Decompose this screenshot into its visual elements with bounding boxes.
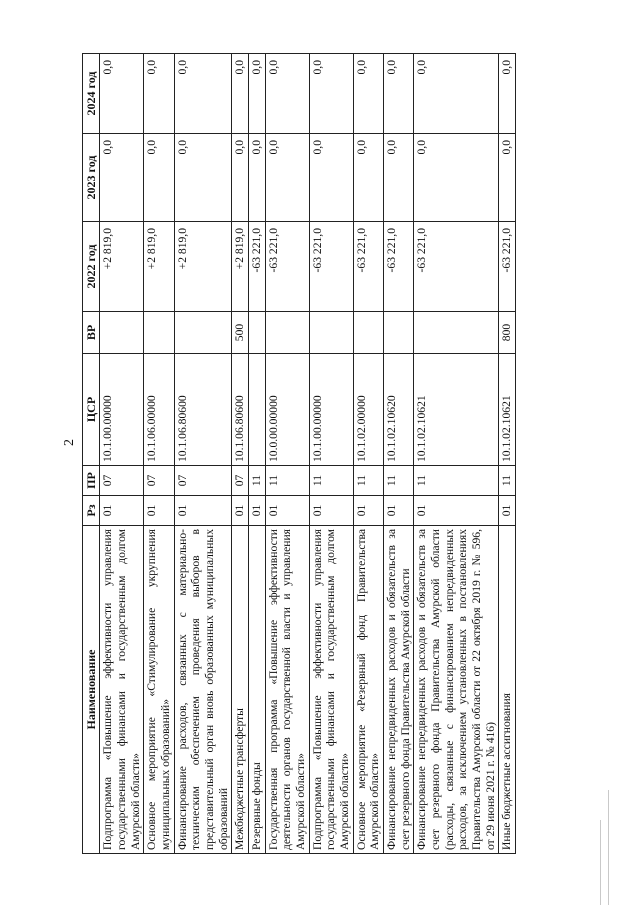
cell-csr xyxy=(248,354,265,466)
table-row xyxy=(499,54,516,854)
cell-rz: 01 xyxy=(383,496,413,526)
cell-rz: 01 xyxy=(144,496,174,526)
header-2022: 2022 год xyxy=(83,222,100,312)
cell-name: Резервные фонды xyxy=(248,526,265,854)
header-pr: ПР xyxy=(83,466,100,496)
cell-name: Основное мероприятие «Резервный фонд Правительства Амурской области» xyxy=(353,526,383,854)
cell-pr: 07 xyxy=(144,466,174,496)
cell-vr: 500 xyxy=(232,312,249,354)
header-vr: ВР xyxy=(83,312,100,354)
table-body xyxy=(100,54,516,854)
cell-y2024: 0,0 xyxy=(499,54,516,134)
cell-y2022: -63 221,0 xyxy=(248,222,265,312)
cell-y2022: -63 221,0 xyxy=(414,222,499,312)
cell-vr xyxy=(174,312,232,354)
cell-vr xyxy=(309,312,353,354)
cell-name: Подпрограмма «Повышение эффективности управления государственными финансами и государственным долгом Амурской области» xyxy=(100,526,144,854)
cell-y2022: +2 819,0 xyxy=(232,222,249,312)
cell-y2022: -63 221,0 xyxy=(309,222,353,312)
cell-y2024: 0,0 xyxy=(232,54,249,134)
cell-name: Основное мероприятие «Стимулирование укрупнения муниципальных образований» xyxy=(144,526,174,854)
cell-y2024: 0,0 xyxy=(248,54,265,134)
cell-csr: 10.1.02.10621 xyxy=(499,354,516,466)
cell-vr xyxy=(414,312,499,354)
table-row xyxy=(100,54,144,854)
cell-y2023: 0,0 xyxy=(383,134,413,222)
cell-name: Иные бюджетные ассигнования xyxy=(499,526,516,854)
cell-y2022: +2 819,0 xyxy=(174,222,232,312)
cell-name: Государственная программа «Повышение эффективности деятельности органов государственной власти и управления Амурской области» xyxy=(265,526,309,854)
cell-rz: 01 xyxy=(100,496,144,526)
cell-rz: 01 xyxy=(499,496,516,526)
cell-y2023: 0,0 xyxy=(174,134,232,222)
cell-y2023: 0,0 xyxy=(499,134,516,222)
cell-y2023: 0,0 xyxy=(265,134,309,222)
cell-y2024: 0,0 xyxy=(144,54,174,134)
cell-y2023: 0,0 xyxy=(232,134,249,222)
cell-rz: 01 xyxy=(414,496,499,526)
table-header-row xyxy=(83,54,100,854)
cell-vr xyxy=(100,312,144,354)
cell-pr: 07 xyxy=(232,466,249,496)
cell-y2023: 0,0 xyxy=(100,134,144,222)
cell-y2024: 0,0 xyxy=(174,54,232,134)
cell-y2022: +2 819,0 xyxy=(100,222,144,312)
header-rz: Рз xyxy=(83,496,100,526)
cell-csr: 10.1.06.80600 xyxy=(232,354,249,466)
table-row xyxy=(353,54,383,854)
cell-y2022: -63 221,0 xyxy=(353,222,383,312)
cell-rz: 01 xyxy=(232,496,249,526)
cell-y2023: 0,0 xyxy=(353,134,383,222)
cell-rz: 01 xyxy=(265,496,309,526)
cell-pr: 11 xyxy=(309,466,353,496)
cell-vr xyxy=(265,312,309,354)
rotated-table-container xyxy=(82,54,597,854)
cell-name: Финансирование непредвиденных расходов и обязательств за счет резервного фонда Правительства Амурской области xyxy=(383,526,413,854)
cell-csr: 10.1.02.10621 xyxy=(414,354,499,466)
table-row xyxy=(174,54,232,854)
cell-y2023: 0,0 xyxy=(248,134,265,222)
cell-csr: 10.1.00.00000 xyxy=(100,354,144,466)
cell-csr: 10.1.06.80600 xyxy=(174,354,232,466)
cell-y2023: 0,0 xyxy=(144,134,174,222)
cell-pr: 11 xyxy=(353,466,383,496)
header-name: Наименование xyxy=(83,526,100,854)
cell-csr: 10.1.02.00000 xyxy=(353,354,383,466)
cell-y2022: +2 819,0 xyxy=(144,222,174,312)
cell-vr xyxy=(248,312,265,354)
cell-y2024: 0,0 xyxy=(353,54,383,134)
cell-y2023: 0,0 xyxy=(414,134,499,222)
cell-y2022: -63 221,0 xyxy=(265,222,309,312)
scan-edge-line xyxy=(608,790,609,905)
cell-name: Подпрограмма «Повышение эффективности управления государственными финансами и государственным долгом Амурской области» xyxy=(309,526,353,854)
cell-y2024: 0,0 xyxy=(100,54,144,134)
cell-vr: 800 xyxy=(499,312,516,354)
cell-vr xyxy=(353,312,383,354)
cell-csr: 10.1.00.00000 xyxy=(309,354,353,466)
cell-y2023: 0,0 xyxy=(309,134,353,222)
header-2023: 2023 год xyxy=(83,134,100,222)
header-2024: 2024 год xyxy=(83,54,100,134)
table-row xyxy=(232,54,249,854)
cell-pr: 11 xyxy=(499,466,516,496)
cell-y2022: -63 221,0 xyxy=(383,222,413,312)
cell-pr: 11 xyxy=(248,466,265,496)
cell-y2024: 0,0 xyxy=(309,54,353,134)
table-row xyxy=(265,54,309,854)
table-row xyxy=(309,54,353,854)
cell-pr: 11 xyxy=(414,466,499,496)
cell-rz: 01 xyxy=(174,496,232,526)
header-csr: ЦСР xyxy=(83,354,100,466)
cell-rz: 01 xyxy=(309,496,353,526)
table-row xyxy=(383,54,413,854)
cell-pr: 07 xyxy=(174,466,232,496)
cell-name: Финансирование расходов, связанных с материально-техническим обеспечением проведения выборов в представительный орган вновь образованных муниципальных образований xyxy=(174,526,232,854)
cell-rz: 01 xyxy=(248,496,265,526)
cell-y2024: 0,0 xyxy=(265,54,309,134)
cell-csr: 10.1.06.00000 xyxy=(144,354,174,466)
cell-name: Финансирование непредвиденных расходов и обязательств за счет резервного фонда Правительства Амурской области (расходы, связанные с финансированием непредвиденных расходов, за исключением установленных в постановлениях Правительства Амурской области от 22 октября 2019 г. № 596, от 29 июня 2021 г. № 416) xyxy=(414,526,499,854)
cell-vr xyxy=(144,312,174,354)
cell-vr xyxy=(383,312,413,354)
table-row xyxy=(144,54,174,854)
cell-pr: 11 xyxy=(383,466,413,496)
table-row xyxy=(248,54,265,854)
table-row xyxy=(414,54,499,854)
cell-name: Межбюджетные трансферты xyxy=(232,526,249,854)
cell-pr: 07 xyxy=(100,466,144,496)
cell-pr: 11 xyxy=(265,466,309,496)
page-number: 2 xyxy=(62,439,77,446)
cell-y2022: -63 221,0 xyxy=(499,222,516,312)
cell-rz: 01 xyxy=(353,496,383,526)
scan-edge-line xyxy=(600,820,601,905)
budget-table xyxy=(82,53,516,854)
cell-y2024: 0,0 xyxy=(414,54,499,134)
cell-y2024: 0,0 xyxy=(383,54,413,134)
cell-csr: 10.0.00.00000 xyxy=(265,354,309,466)
cell-csr: 10.1.02.10620 xyxy=(383,354,413,466)
